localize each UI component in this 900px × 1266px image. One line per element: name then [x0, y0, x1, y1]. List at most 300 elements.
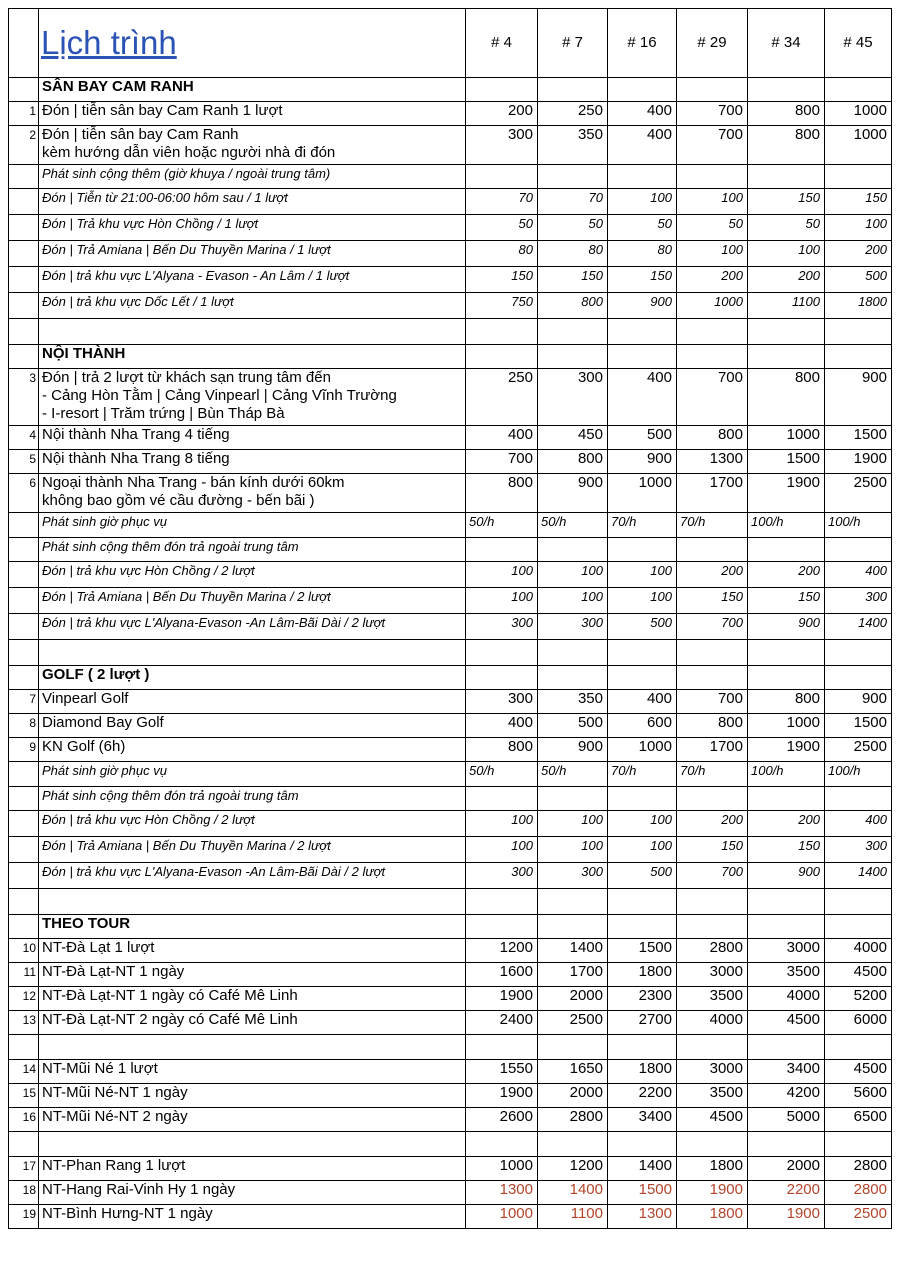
row-number: 6 [9, 474, 39, 513]
empty-cell [677, 78, 748, 102]
price-row [9, 738, 892, 762]
empty-cell [748, 666, 825, 690]
price-cell: 4500 [677, 1108, 748, 1132]
row-number: 19 [9, 1205, 39, 1229]
price-cell: 1100 [748, 293, 825, 319]
rate-cell: 70/h [608, 513, 677, 538]
price-cell: 300 [466, 614, 538, 640]
empty-cell [748, 538, 825, 562]
rate-cell: 50/h [466, 513, 538, 538]
price-cell: 2200 [748, 1181, 825, 1205]
empty-cell [466, 538, 538, 562]
empty-cell [9, 889, 39, 915]
empty-cell [677, 538, 748, 562]
price-cell: 50 [677, 215, 748, 241]
empty-cell [538, 165, 608, 189]
price-cell: 80 [466, 241, 538, 267]
price-cell: 1700 [677, 738, 748, 762]
price-cell: 900 [825, 690, 892, 714]
price-cell: 50 [748, 215, 825, 241]
rate-cell: 100/h [825, 762, 892, 787]
price-cell: 100 [677, 189, 748, 215]
itinerary-label: NT-Mũi Né-NT 2 ngày [39, 1108, 466, 1132]
row-number: 2 [9, 126, 39, 165]
price-cell: 1500 [608, 939, 677, 963]
itinerary-label: NT-Đà Lạt-NT 1 ngày có Café Mê Linh [39, 987, 466, 1011]
row-number: 16 [9, 1108, 39, 1132]
price-cell: 1550 [466, 1060, 538, 1084]
empty-cell [538, 640, 608, 666]
price-cell: 50 [538, 215, 608, 241]
empty-cell [466, 1132, 538, 1157]
surcharge-label: Đón | Trả khu vực Hòn Chồng / 1 lượt [39, 215, 466, 241]
price-cell: 200 [825, 241, 892, 267]
itinerary-label: Đón | trả 2 lượt từ khách sạn trung tâm đến - Cảng Hòn Tằm | Cảng Vinpearl | Cảng Vĩnh Trường - I-resort | Trăm trứng | Bùn Tháp Bà [39, 369, 466, 426]
price-cell: 3400 [748, 1060, 825, 1084]
price-cell: 150 [608, 267, 677, 293]
price-cell: 2500 [825, 474, 892, 513]
itinerary-label: Vinpearl Golf [39, 690, 466, 714]
price-cell: 300 [538, 863, 608, 889]
price-cell: 1500 [608, 1181, 677, 1205]
empty-cell [825, 915, 892, 939]
price-cell: 150 [677, 588, 748, 614]
price-cell: 500 [825, 267, 892, 293]
row-index-cell [9, 345, 39, 369]
empty-cell [608, 319, 677, 345]
empty-cell [677, 640, 748, 666]
price-cell: 700 [677, 690, 748, 714]
surcharge-label: Đón | trả khu vực L'Alyana - Evason - An Lâm / 1 lượt [39, 267, 466, 293]
empty-cell [466, 787, 538, 811]
price-cell: 150 [538, 267, 608, 293]
row-number: 9 [9, 738, 39, 762]
surcharge-label: Đón | Trả Amiana | Bến Du Thuyền Marina / 2 lượt [39, 837, 466, 863]
price-cell: 1400 [825, 614, 892, 640]
price-cell: 200 [677, 811, 748, 837]
price-cell: 2700 [608, 1011, 677, 1035]
header-row [9, 9, 892, 78]
price-cell: 700 [677, 369, 748, 426]
surcharge-row [9, 614, 892, 640]
empty-cell [466, 666, 538, 690]
price-cell: 300 [825, 588, 892, 614]
itinerary-label: NT-Đà Lạt-NT 2 ngày có Café Mê Linh [39, 1011, 466, 1035]
surcharge-label: Đón | trả khu vực L'Alyana-Evason -An Lâm-Bãi Dài / 2 lượt [39, 614, 466, 640]
rate-cell: 50/h [538, 513, 608, 538]
note-row [9, 538, 892, 562]
rate-cell: 70/h [677, 513, 748, 538]
itinerary-label: NT-Phan Rang 1 lượt [39, 1157, 466, 1181]
empty-cell [608, 915, 677, 939]
surcharge-row [9, 189, 892, 215]
price-cell: 1000 [466, 1205, 538, 1229]
price-cell: 2400 [466, 1011, 538, 1035]
price-cell: 1000 [466, 1157, 538, 1181]
empty-cell [538, 1035, 608, 1060]
price-cell: 150 [825, 189, 892, 215]
price-cell: 70 [466, 189, 538, 215]
section-title: GOLF ( 2 lượt ) [39, 666, 466, 690]
price-cell: 1000 [825, 102, 892, 126]
row-index-cell [9, 538, 39, 562]
price-cell: 100 [608, 837, 677, 863]
price-cell: 100 [466, 837, 538, 863]
empty-cell [825, 165, 892, 189]
price-cell: 1300 [608, 1205, 677, 1229]
spacer-row [9, 640, 892, 666]
price-row [9, 450, 892, 474]
price-cell: 1500 [825, 426, 892, 450]
price-cell: 1800 [825, 293, 892, 319]
price-cell: 5600 [825, 1084, 892, 1108]
itinerary-label: NT-Bình Hưng-NT 1 ngày [39, 1205, 466, 1229]
row-index-cell [9, 241, 39, 267]
empty-cell [825, 787, 892, 811]
price-cell: 350 [538, 126, 608, 165]
empty-cell [608, 78, 677, 102]
price-cell: 1800 [608, 963, 677, 987]
row-number: 12 [9, 987, 39, 1011]
column-header: # 29 [677, 9, 748, 78]
price-cell: 4500 [825, 1060, 892, 1084]
price-cell: 150 [748, 189, 825, 215]
price-cell: 1000 [608, 474, 677, 513]
empty-cell [748, 1132, 825, 1157]
price-cell: 4500 [748, 1011, 825, 1035]
row-number: 1 [9, 102, 39, 126]
price-cell: 800 [538, 450, 608, 474]
empty-cell [825, 319, 892, 345]
price-cell: 1000 [825, 126, 892, 165]
empty-cell [608, 165, 677, 189]
surcharge-row [9, 837, 892, 863]
price-cell: 3400 [608, 1108, 677, 1132]
column-header: # 45 [825, 9, 892, 78]
price-row [9, 426, 892, 450]
row-index-cell [9, 837, 39, 863]
price-cell: 400 [825, 562, 892, 588]
price-cell: 800 [466, 474, 538, 513]
price-cell: 1900 [466, 987, 538, 1011]
row-number: 7 [9, 690, 39, 714]
empty-cell [466, 319, 538, 345]
itinerary-label: NT-Mũi Né-NT 1 ngày [39, 1084, 466, 1108]
row-index-cell [9, 863, 39, 889]
empty-cell [825, 78, 892, 102]
price-cell: 2000 [538, 1084, 608, 1108]
price-cell: 5200 [825, 987, 892, 1011]
empty-cell [608, 666, 677, 690]
price-cell: 3500 [677, 1084, 748, 1108]
price-cell: 700 [677, 614, 748, 640]
empty-cell [825, 345, 892, 369]
itinerary-label: NT-Đà Lạt-NT 1 ngày [39, 963, 466, 987]
price-cell: 1650 [538, 1060, 608, 1084]
empty-cell [608, 640, 677, 666]
price-cell: 4500 [825, 963, 892, 987]
price-cell: 500 [538, 714, 608, 738]
empty-cell [677, 1132, 748, 1157]
rate-cell: 70/h [677, 762, 748, 787]
price-cell: 350 [538, 690, 608, 714]
price-cell: 1900 [748, 474, 825, 513]
price-cell: 2000 [538, 987, 608, 1011]
spacer-row [9, 319, 892, 345]
price-cell: 100 [608, 189, 677, 215]
price-cell: 800 [748, 126, 825, 165]
price-cell: 1400 [608, 1157, 677, 1181]
rate-cell: 100/h [748, 762, 825, 787]
column-header: # 4 [466, 9, 538, 78]
price-cell: 800 [466, 738, 538, 762]
price-cell: 3000 [748, 939, 825, 963]
price-cell: 900 [825, 369, 892, 426]
itinerary-label: NT-Mũi Né 1 lượt [39, 1060, 466, 1084]
rate-cell: 100/h [825, 513, 892, 538]
empty-cell [538, 915, 608, 939]
empty-cell [466, 78, 538, 102]
empty-cell [748, 889, 825, 915]
price-cell: 800 [748, 690, 825, 714]
surcharge-label: Đón | trả khu vực Hòn Chồng / 2 lượt [39, 562, 466, 588]
price-row [9, 1108, 892, 1132]
section-header-row [9, 666, 892, 690]
price-cell: 700 [466, 450, 538, 474]
price-cell: 100 [538, 811, 608, 837]
row-number: 8 [9, 714, 39, 738]
price-cell: 2800 [538, 1108, 608, 1132]
price-cell: 6000 [825, 1011, 892, 1035]
surcharge-row [9, 588, 892, 614]
price-cell: 2500 [825, 1205, 892, 1229]
empty-cell [9, 1035, 39, 1060]
empty-cell [466, 345, 538, 369]
hourly-rate-row [9, 513, 892, 538]
price-cell: 2500 [825, 738, 892, 762]
price-cell: 200 [748, 811, 825, 837]
price-cell: 100 [466, 562, 538, 588]
row-index-cell [9, 915, 39, 939]
empty-cell [538, 78, 608, 102]
price-cell: 1700 [677, 474, 748, 513]
price-cell: 400 [608, 690, 677, 714]
price-row [9, 714, 892, 738]
price-cell: 400 [608, 369, 677, 426]
note-row [9, 165, 892, 189]
price-cell: 1800 [608, 1060, 677, 1084]
surcharge-label: Đón | trả khu vực Hòn Chồng / 2 lượt [39, 811, 466, 837]
price-cell: 900 [538, 474, 608, 513]
empty-cell [677, 1035, 748, 1060]
price-row [9, 1181, 892, 1205]
empty-cell [677, 165, 748, 189]
header-index-cell [9, 9, 39, 78]
price-cell: 800 [748, 102, 825, 126]
price-cell: 600 [608, 714, 677, 738]
price-cell: 700 [677, 102, 748, 126]
surcharge-row [9, 863, 892, 889]
price-cell: 200 [677, 267, 748, 293]
empty-cell [677, 319, 748, 345]
price-cell: 400 [608, 126, 677, 165]
price-cell: 2800 [825, 1181, 892, 1205]
empty-cell [608, 538, 677, 562]
surcharge-label: Đón | Trả Amiana | Bến Du Thuyền Marina / 2 lượt [39, 588, 466, 614]
row-index-cell [9, 78, 39, 102]
empty-cell [608, 889, 677, 915]
row-number: 11 [9, 963, 39, 987]
rate-cell: 100/h [748, 513, 825, 538]
empty-cell [825, 1132, 892, 1157]
itinerary-label: Đón | tiễn sân bay Cam Ranh kèm hướng dẫn viên hoặc người nhà đi đón [39, 126, 466, 165]
price-cell: 400 [825, 811, 892, 837]
price-cell: 400 [608, 102, 677, 126]
row-number: 15 [9, 1084, 39, 1108]
price-cell: 1300 [466, 1181, 538, 1205]
price-cell: 4000 [748, 987, 825, 1011]
column-header: # 34 [748, 9, 825, 78]
empty-cell [748, 787, 825, 811]
row-index-cell [9, 293, 39, 319]
price-cell: 5000 [748, 1108, 825, 1132]
column-header: # 7 [538, 9, 608, 78]
empty-cell [538, 319, 608, 345]
price-cell: 500 [608, 614, 677, 640]
price-cell: 100 [466, 811, 538, 837]
empty-cell [825, 666, 892, 690]
section-title: THEO TOUR [39, 915, 466, 939]
surcharge-label: Đón | Tiễn từ 21:00-06:00 hôm sau / 1 lượt [39, 189, 466, 215]
empty-cell [608, 1132, 677, 1157]
row-number: 18 [9, 1181, 39, 1205]
price-cell: 100 [538, 562, 608, 588]
price-cell: 450 [538, 426, 608, 450]
price-row [9, 1011, 892, 1035]
price-cell: 2500 [538, 1011, 608, 1035]
price-cell: 2600 [466, 1108, 538, 1132]
price-row [9, 102, 892, 126]
empty-cell [825, 640, 892, 666]
row-index-cell [9, 811, 39, 837]
price-table [8, 8, 892, 1229]
price-row [9, 474, 892, 513]
price-cell: 200 [466, 102, 538, 126]
empty-cell [748, 640, 825, 666]
price-cell: 300 [466, 863, 538, 889]
price-row [9, 126, 892, 165]
empty-cell [677, 915, 748, 939]
row-index-cell [9, 267, 39, 293]
rate-label: Phát sinh giờ phục vụ [39, 762, 466, 787]
itinerary-label: Diamond Bay Golf [39, 714, 466, 738]
empty-cell [538, 787, 608, 811]
empty-cell [748, 165, 825, 189]
price-row [9, 939, 892, 963]
section-header-row [9, 78, 892, 102]
empty-cell [466, 915, 538, 939]
section-header-row [9, 915, 892, 939]
itinerary-label: NT-Hang Rai-Vinh Hy 1 ngày [39, 1181, 466, 1205]
price-cell: 4000 [677, 1011, 748, 1035]
row-index-cell [9, 762, 39, 787]
section-header-row [9, 345, 892, 369]
rate-cell: 50/h [466, 762, 538, 787]
price-row [9, 1084, 892, 1108]
empty-cell [9, 640, 39, 666]
price-cell: 250 [538, 102, 608, 126]
empty-cell [39, 640, 466, 666]
price-cell: 300 [538, 369, 608, 426]
spacer-row [9, 1035, 892, 1060]
surcharge-row [9, 241, 892, 267]
price-cell: 1000 [748, 426, 825, 450]
hourly-rate-row [9, 762, 892, 787]
price-cell: 1500 [748, 450, 825, 474]
empty-cell [608, 787, 677, 811]
itinerary-label: Đón | tiễn sân bay Cam Ranh 1 lượt [39, 102, 466, 126]
empty-cell [466, 1035, 538, 1060]
price-cell: 750 [466, 293, 538, 319]
price-cell: 3000 [677, 963, 748, 987]
surcharge-row [9, 811, 892, 837]
price-cell: 1200 [538, 1157, 608, 1181]
price-row [9, 369, 892, 426]
row-number: 3 [9, 369, 39, 426]
row-index-cell [9, 215, 39, 241]
empty-cell [538, 345, 608, 369]
empty-cell [39, 319, 466, 345]
price-cell: 3500 [748, 963, 825, 987]
empty-cell [608, 1035, 677, 1060]
row-number: 13 [9, 1011, 39, 1035]
empty-cell [825, 538, 892, 562]
price-cell: 800 [748, 369, 825, 426]
price-cell: 80 [538, 241, 608, 267]
row-index-cell [9, 614, 39, 640]
price-cell: 2000 [748, 1157, 825, 1181]
rate-label: Phát sinh giờ phục vụ [39, 513, 466, 538]
price-cell: 300 [466, 126, 538, 165]
price-cell: 4200 [748, 1084, 825, 1108]
note-label: Phát sinh cộng thêm đón trả ngoài trung tâm [39, 787, 466, 811]
empty-cell [9, 319, 39, 345]
empty-cell [538, 666, 608, 690]
row-number: 10 [9, 939, 39, 963]
empty-cell [677, 666, 748, 690]
price-cell: 200 [677, 562, 748, 588]
price-cell: 100 [466, 588, 538, 614]
price-cell: 500 [608, 426, 677, 450]
surcharge-row [9, 267, 892, 293]
itinerary-label: KN Golf (6h) [39, 738, 466, 762]
empty-cell [466, 165, 538, 189]
price-cell: 1300 [677, 450, 748, 474]
price-cell: 100 [748, 241, 825, 267]
price-cell: 1400 [538, 939, 608, 963]
page-title: Lịch trình [39, 9, 466, 78]
row-index-cell [9, 588, 39, 614]
surcharge-label: Đón | trả khu vực Dốc Lết / 1 lượt [39, 293, 466, 319]
note-label: Phát sinh cộng thêm đón trả ngoài trung tâm [39, 538, 466, 562]
price-cell: 1400 [538, 1181, 608, 1205]
price-cell: 1900 [748, 1205, 825, 1229]
note-label: Phát sinh cộng thêm (giờ khuya / ngoài trung tâm) [39, 165, 466, 189]
price-row [9, 987, 892, 1011]
empty-cell [466, 640, 538, 666]
price-cell: 700 [677, 126, 748, 165]
surcharge-row [9, 293, 892, 319]
